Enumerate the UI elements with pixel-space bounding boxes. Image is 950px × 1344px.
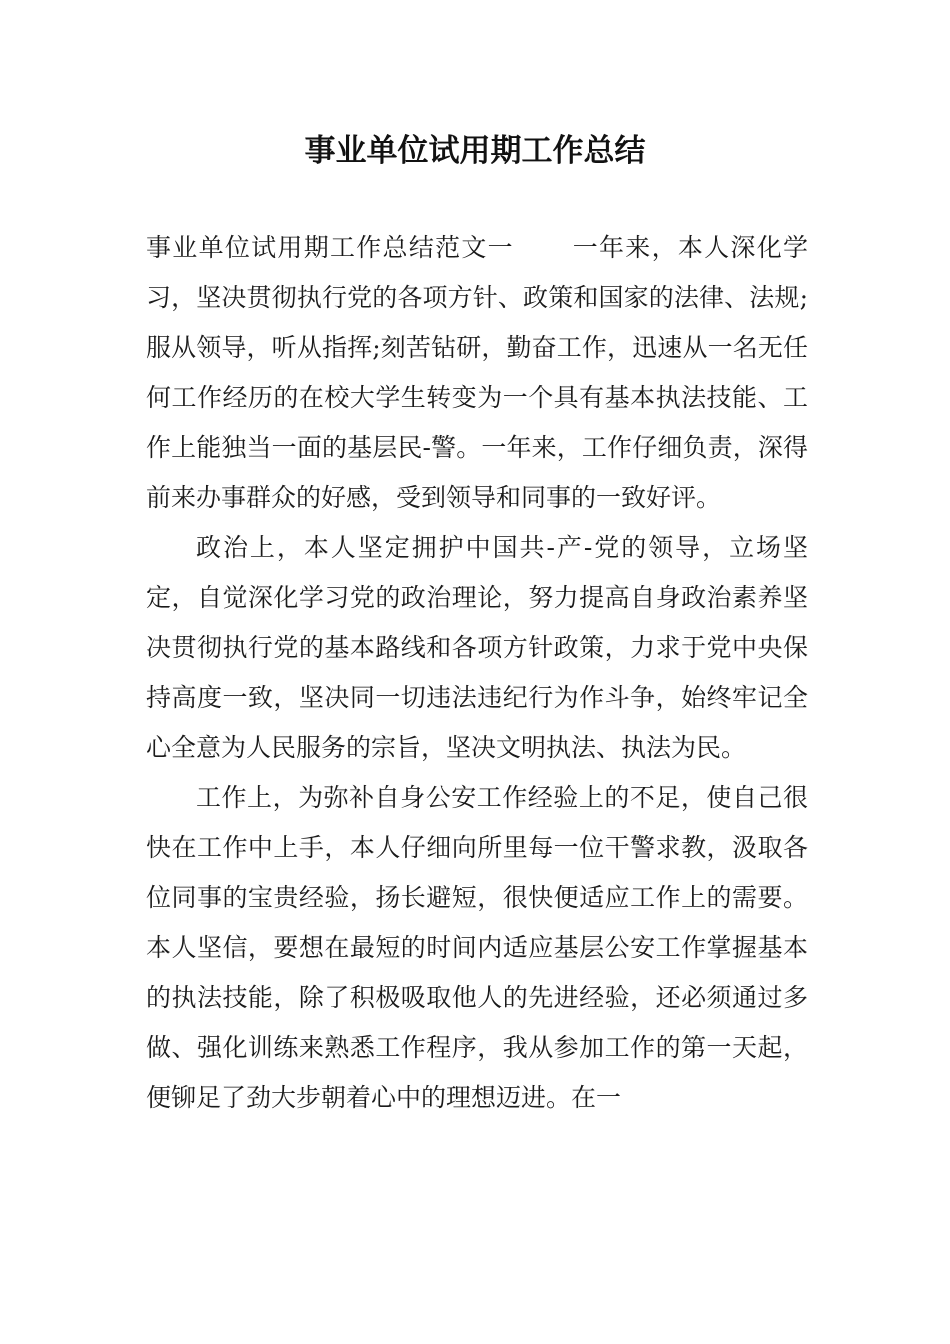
paragraph-3: 工作上，为弥补自身公安工作经验上的不足，使自己很快在工作中上手，本人仔细向所里每一位干警求教，汲取各位同事的宝贵经验，扬长避短，很快便适应工作上的需要。本人坚信，要想在最短的时间内适应基层公安工作掌握基本的执法技能，除了积极吸取他人的先进经验，还必须通过多做、强化训练来熟悉工作程序，我从参加工作的第一天起，便铆足了劲大步朝着心中的理想迈进。在一 — [146, 783, 808, 1112]
paragraph-2: 政治上，本人坚定拥护中国共-产-党的领导，立场坚定，自觉深化学习党的政治理论，努力提高自身政治素养坚决贯彻执行党的基本路线和各项方针政策，力求于党中央保持高度一致，坚决同一切违法违纪行为作斗争，始终牢记全心全意为人民服务的宗旨，坚决文明执法、执法为民。 — [146, 533, 808, 762]
paragraph-1-lead: 事业单位试用期工作总结范文一 — [146, 233, 514, 262]
paragraph-1-text: 一年来，本人深化学习，坚决贯彻执行党的各项方针、政策和国家的法律、法规;服从领导，听从指挥;刻苦钻研，勤奋工作，迅速从一名无任何工作经历的在校大学生转变为一个具有基本执法技能、工作上能独当一面的基层民-警。一年来，工作仔细负责，深得前来办事群众的好感，受到领导和同事的一致好评。 — [146, 233, 808, 512]
document-title: 事业单位试用期工作总结 — [304, 133, 646, 169]
paragraph-1 — [146, 223, 808, 523]
document-body — [146, 223, 808, 1123]
